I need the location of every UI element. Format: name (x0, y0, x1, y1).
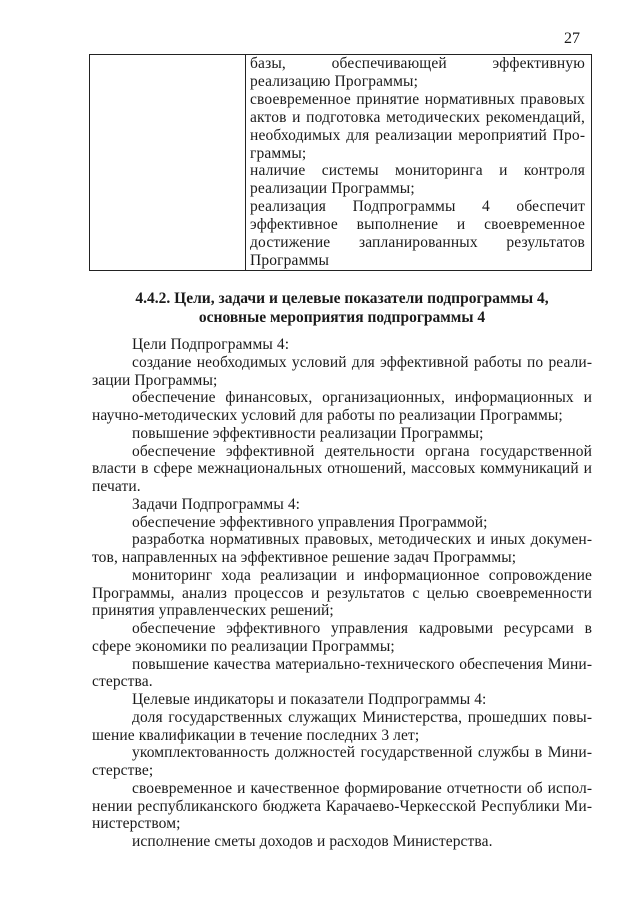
body-paragraph: обеспечение эффективного управления кадровыми ресурсами в сфере экономики по реализации Программы; (92, 620, 592, 655)
section-heading-line2: основные мероприятия подпрограммы 4 (198, 309, 486, 326)
goals-heading: Цели Подпрограммы 4: (132, 336, 290, 353)
section-heading (92, 289, 592, 327)
tasks-heading: Задачи Подпрограммы 4: (132, 495, 301, 513)
section-heading-line1: 4.4.2. Цели, задачи и целевые показатели подпрограммы 4, (135, 290, 549, 307)
table-right-cell (246, 55, 592, 271)
body-paragraph: доля государственных служащих Министерства, прошедших повышение квалификации в течение последних 3 лет; (92, 708, 592, 744)
page-number: 27 (564, 30, 580, 47)
body-paragraph: создание необходимых условий для эффективной работы по реализации Программы; (92, 353, 592, 389)
body-paragraph: повышение эффективности реализации Программы; (132, 424, 484, 442)
body-paragraph: мониторинг хода реализации и информационное сопровождение Программы, анализ процессов и результатов с целью своевременности принятия управленческих решений; (92, 566, 592, 620)
section-body (92, 336, 592, 851)
body-paragraph: обеспечение эффективной деятельности органа государственной власти в сфере межнациональных отношений, массовых коммуникаций и печати. (92, 442, 592, 495)
body-paragraph: повышение качества материально-технического обеспечения Министерства. (92, 655, 592, 691)
table-cell-paragraph: наличие системы мониторинга и контроля реализации Программы; (250, 162, 585, 198)
body-paragraph: своевременное и качественное формирование отчетности об исполнении республиканского бюджета Карачаево-Черкесской Республики Министерством; (92, 779, 592, 833)
table-cell-paragraph: реализация Подпрограммы 4 обеспечит эффективное выполнение и своевременное достижение запланированных результатов Программы (250, 198, 585, 269)
program-table-fragment (89, 54, 592, 271)
table-cell-paragraph: базы, обеспечивающей эффективную реализацию Программы; (250, 55, 585, 90)
body-paragraph: исполнение сметы доходов и расходов Министерства. (132, 833, 493, 850)
indicators-heading: Целевые индикаторы и показатели Подпрограммы 4: (132, 691, 487, 708)
table-left-cell (90, 55, 246, 271)
body-paragraph: обеспечение эффективного управления Программой; (132, 513, 488, 531)
body-paragraph: разработка нормативных правовых, методических и иных документов, направленных на эффективное решение задач Программы; (92, 531, 592, 566)
table-cell-paragraph: своевременное принятие нормативных правовых актов и подготовка методических рекомендаций, необходимых для реализации мероприятий Программы; (250, 90, 585, 162)
table-row (90, 55, 592, 271)
body-paragraph: укомплектованность должностей государственной службы в Министерстве; (92, 744, 592, 779)
body-paragraph: обеспечение финансовых, организационных, информационных и научно-методических условий для работы по реализации Программы; (92, 389, 592, 424)
